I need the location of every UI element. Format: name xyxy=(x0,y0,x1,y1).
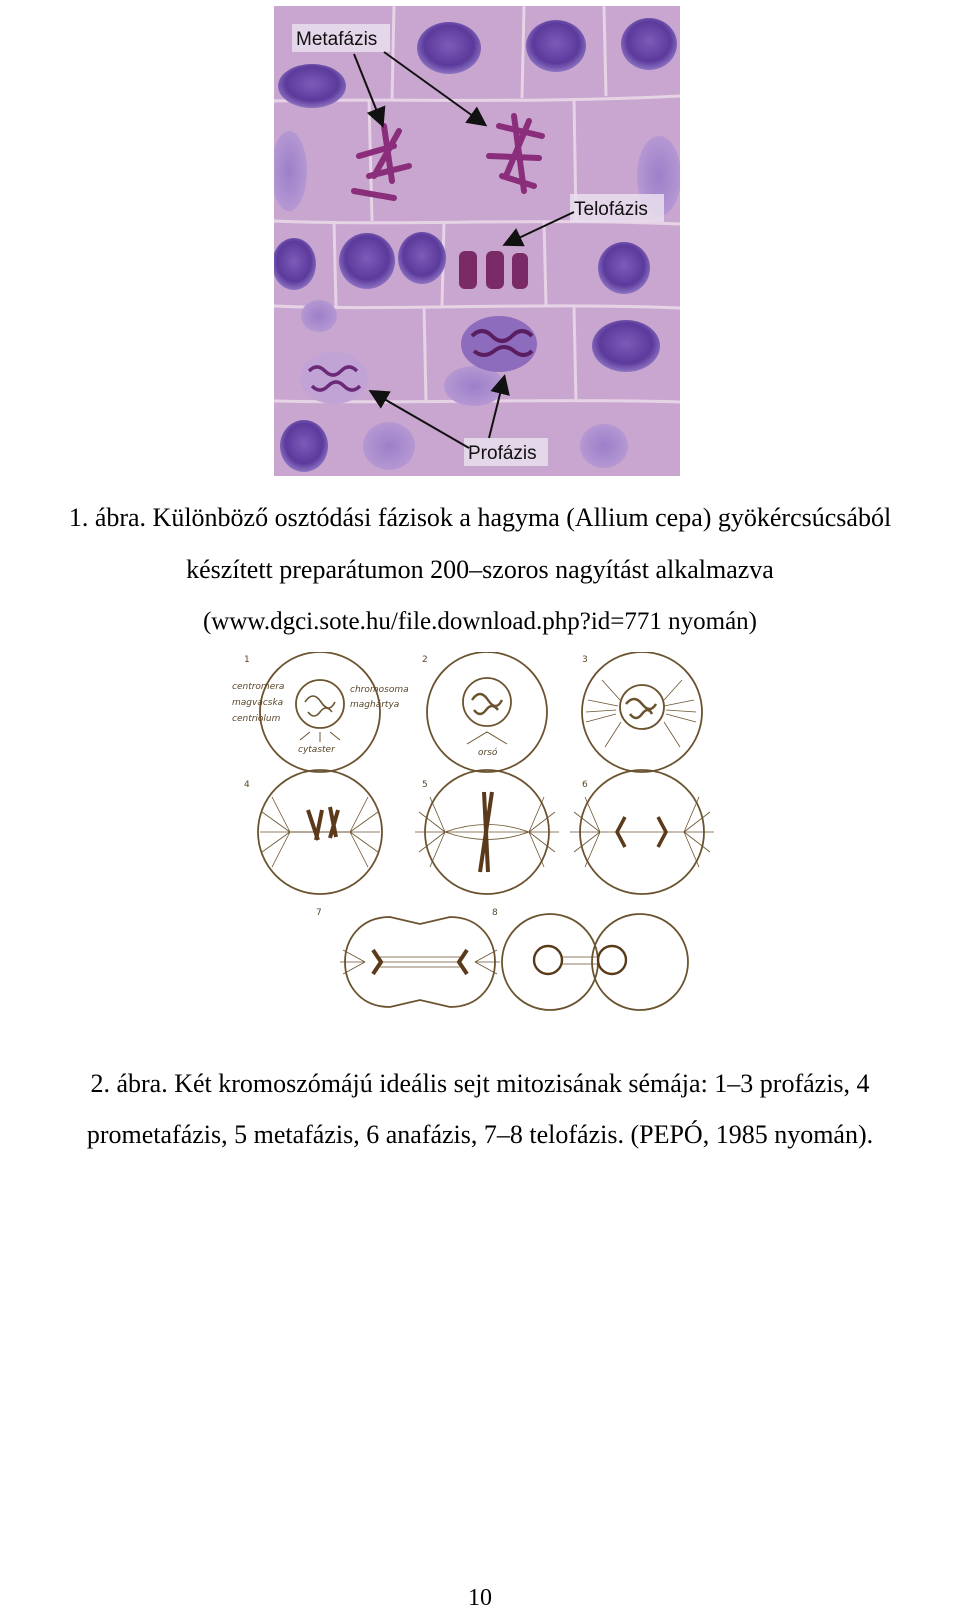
annotation-centriolum: centriolum xyxy=(232,714,281,724)
stage-4-cell xyxy=(258,770,382,894)
figure2-caption-line1: 2. ábra. Két kromoszómájú ideális sejt mitozisának sémája: 1–3 profázis, 4 xyxy=(90,1069,870,1098)
label-telofazis: Telofázis xyxy=(574,199,648,220)
annotation-cytaster: cytaster xyxy=(298,745,335,755)
figure1-caption-line1: 1. ábra. Különböző osztódási fázisok a hagyma (Allium cepa) gyökércsúcsából xyxy=(68,503,892,532)
label-profazis: Profázis xyxy=(468,443,537,464)
stage-number-2: 2 xyxy=(422,655,428,665)
annotation-chromosoma: chromosoma xyxy=(350,685,409,695)
figure1-caption-source: (www.dgci.sote.hu/file.download.php?id=771 nyomán) xyxy=(202,608,758,635)
figure2-caption-line2: prometafázis, 5 metafázis, 6 anafázis, 7–8 telofázis. (PEPÓ, 1985 nyomán). xyxy=(86,1120,874,1149)
annotation-centromera: centromera xyxy=(232,682,285,692)
telophase-cell xyxy=(459,251,528,289)
micrograph-figure xyxy=(274,6,680,476)
stage-number-7: 7 xyxy=(316,908,322,918)
stage-number-1: 1 xyxy=(244,655,250,665)
page-number: 10 xyxy=(468,1585,492,1611)
stage-5-cell xyxy=(415,770,559,894)
stage-number-6: 6 xyxy=(582,780,588,790)
stage-7-cell xyxy=(340,917,500,1007)
stage-number-8: 8 xyxy=(492,908,498,918)
annotation-maghartya: maghártya xyxy=(350,700,400,710)
stage-8-cell xyxy=(502,914,688,1010)
figure2-caption xyxy=(0,1058,960,1160)
annotation-orso: orsó xyxy=(478,748,498,758)
mitosis-diagram xyxy=(230,652,730,1037)
label-metafazis: Metafázis xyxy=(296,29,378,50)
annotation-magvacska: magvacska xyxy=(232,698,284,708)
stage-6-cell xyxy=(570,770,714,894)
mitosis-diagram-svg xyxy=(230,652,730,1037)
stage-number-5: 5 xyxy=(422,780,428,790)
figure1-caption-line2: készített preparátumon 200–szoros nagyítást alkalmazva xyxy=(186,555,774,584)
stage-numbers xyxy=(244,655,588,918)
figure1-caption xyxy=(0,492,960,648)
stage-number-4: 4 xyxy=(244,780,250,790)
micrograph-svg xyxy=(274,6,680,476)
stage-number-3: 3 xyxy=(582,655,588,665)
stage-3-cell xyxy=(582,652,702,772)
